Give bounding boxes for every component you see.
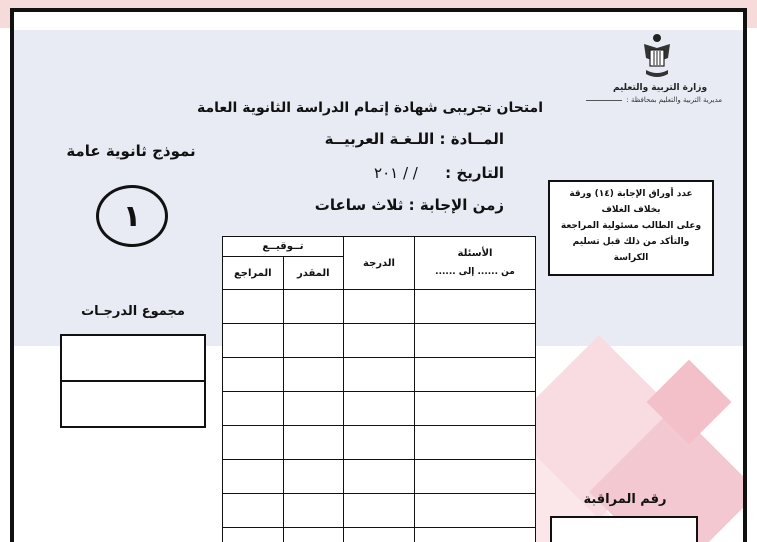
grades-table — [222, 236, 536, 542]
questions-range: من ...... إلى ...... — [435, 267, 515, 277]
date-label: التاريخ : — [439, 164, 504, 182]
notice-line: بخلاف الغلاف — [601, 205, 661, 215]
grade-cell[interactable] — [344, 392, 415, 426]
total-grades-cell[interactable] — [62, 382, 204, 426]
date-value: / / ٢٠١ — [374, 164, 418, 182]
reviewer-cell[interactable] — [223, 392, 284, 426]
grade-cell[interactable] — [344, 494, 415, 528]
reviewer-cell[interactable] — [223, 290, 284, 324]
observer-number-label: رقم المراقبة — [583, 492, 667, 507]
question-cell[interactable] — [415, 324, 536, 358]
model-number: ١ — [122, 198, 142, 234]
duration-label: زمن الإجابة : — [403, 196, 504, 214]
table-row — [223, 426, 536, 460]
directorate-blank — [586, 100, 622, 101]
ministry-name: وزارة التربية والتعليم — [612, 83, 708, 93]
question-cell[interactable] — [415, 358, 536, 392]
estimator-cell[interactable] — [283, 426, 344, 460]
total-grades-label: مجموع الدرجـات — [81, 304, 185, 319]
directorate-label: مديرية التربية والتعليم بمحافظة : — [626, 96, 722, 104]
answer-sheets-notice — [548, 180, 714, 276]
reviewer-cell[interactable] — [223, 358, 284, 392]
reviewer-cell[interactable] — [223, 324, 284, 358]
estimator-cell[interactable] — [283, 358, 344, 392]
notice-line: وعلى الطالب مسئولية المراجعة — [560, 221, 702, 231]
grades-table-body — [223, 290, 536, 542]
table-row — [223, 290, 536, 324]
question-cell[interactable] — [415, 290, 536, 324]
estimator-cell[interactable] — [283, 494, 344, 528]
question-cell[interactable] — [415, 494, 536, 528]
question-cell[interactable] — [415, 426, 536, 460]
notice-line: عدد أوراق الإجابة (١٤) ورقة — [569, 189, 693, 199]
estimator-cell[interactable] — [283, 290, 344, 324]
eagle-emblem-icon — [640, 32, 674, 82]
grade-header: الدرجة — [344, 237, 415, 290]
table-row — [223, 528, 536, 542]
estimator-cell[interactable] — [283, 460, 344, 494]
grade-cell[interactable] — [344, 426, 415, 460]
model-number-circle — [96, 185, 168, 247]
estimator-cell[interactable] — [283, 392, 344, 426]
grade-cell[interactable] — [344, 460, 415, 494]
observer-number-box[interactable] — [550, 516, 698, 542]
grade-cell[interactable] — [344, 358, 415, 392]
reviewer-cell[interactable] — [223, 460, 284, 494]
duration-line — [280, 196, 504, 214]
total-grades-box — [60, 334, 206, 428]
table-row — [223, 324, 536, 358]
reviewer-header: المراجع — [223, 257, 284, 290]
reviewer-cell[interactable] — [223, 494, 284, 528]
grade-cell[interactable] — [344, 324, 415, 358]
table-row — [223, 460, 536, 494]
exam-title: امتحان تجريبى شهادة إتمام الدراسة الثانوية العامة — [196, 100, 544, 116]
reviewer-cell[interactable] — [223, 426, 284, 460]
questions-header-label: الأسئلة — [457, 248, 493, 259]
questions-header — [415, 237, 536, 290]
table-row — [223, 392, 536, 426]
estimator-cell[interactable] — [283, 528, 344, 542]
directorate-line — [562, 96, 722, 104]
total-grades-cell[interactable] — [62, 336, 204, 382]
estimator-header: المقدر — [283, 257, 344, 290]
subject-line — [284, 130, 504, 148]
grade-cell[interactable] — [344, 290, 415, 324]
duration-value: ثلاث ساعات — [314, 196, 404, 214]
notice-line: والتأكد من ذلك قبل تسليم الكراسة — [572, 237, 690, 263]
table-row — [223, 494, 536, 528]
question-cell[interactable] — [415, 528, 536, 542]
estimator-cell[interactable] — [283, 324, 344, 358]
grade-cell[interactable] — [344, 528, 415, 542]
date-line — [284, 164, 504, 182]
question-cell[interactable] — [415, 392, 536, 426]
subject-label: المــادة : — [434, 130, 504, 148]
model-label: نموذج ثانوية عامة — [66, 142, 196, 160]
subject-value: اللـغـة العربيــة — [324, 130, 435, 148]
question-cell[interactable] — [415, 460, 536, 494]
table-row — [223, 358, 536, 392]
signature-header: تــوقيــع — [223, 237, 344, 257]
reviewer-cell[interactable] — [223, 528, 284, 542]
